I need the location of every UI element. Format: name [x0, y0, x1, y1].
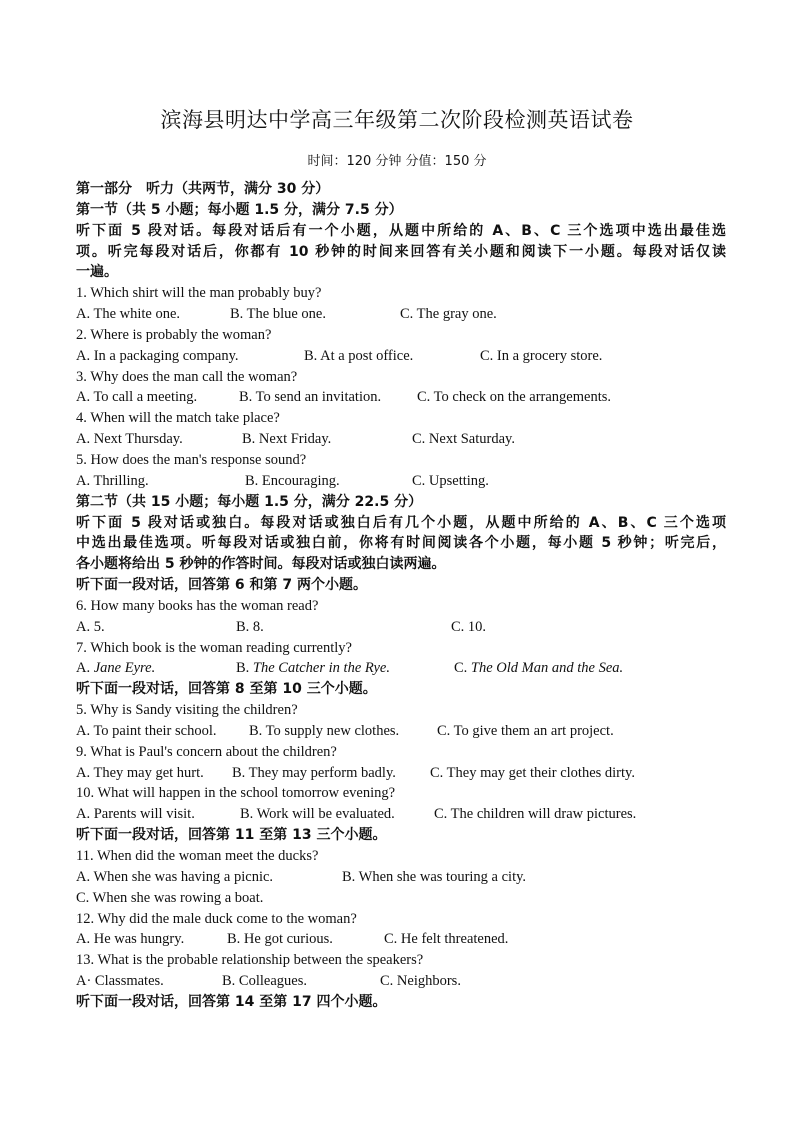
option-a: A. When she was having a picnic. [76, 868, 274, 885]
option-c: C. Upsetting. [412, 472, 489, 489]
group-heading: 听下面一段对话，回答第 11 至第 13 三个小题。 [76, 827, 387, 844]
option-b: B. Encouraging. [245, 472, 340, 489]
options-row [76, 763, 726, 784]
question-text: 4. When will the match take place? [76, 410, 280, 427]
options-row [76, 304, 726, 325]
option-a: A. To call a meeting. [76, 389, 198, 406]
exam-subtitle: 时间：120 分钟 分值：150 分 [307, 154, 487, 169]
exam-title: 滨海县明达中学高三年级第二次阶段检测英语试卷 [160, 108, 634, 132]
option-b: B. They may perform badly. [232, 764, 396, 781]
book-title: The Catcher in the Rye. [252, 660, 390, 677]
option-a: A· Classmates. [76, 973, 164, 990]
option-c: C. To give them an art project. [437, 722, 614, 739]
instruction-line: 中选出最佳选项。听每段对话或独白前，你将有时间阅读各个小题，每小题 5 秒钟；听完后， [76, 535, 726, 552]
instruction-line: 听下面 5 段对话。每段对话后有一个小题，从题中所给的 A、B、C 三个选项中选出最佳选 [76, 222, 726, 239]
option-c: C. The gray one. [400, 306, 497, 323]
options-row [76, 387, 726, 408]
option-b: B. To send an invitation. [239, 389, 382, 406]
exam-content [76, 179, 726, 1013]
question-text: 6. How many books has the woman read? [76, 597, 319, 614]
option-b: B. Work will be evaluated. [240, 806, 395, 823]
option-c: C. The Old Man and the Sea. [454, 660, 624, 677]
options-row [76, 804, 726, 825]
options-row [76, 971, 726, 992]
option-c: C. In a grocery store. [480, 347, 603, 364]
option-b: B. The Catcher in the Rye. [236, 660, 390, 677]
options-row [76, 429, 726, 450]
options-row [76, 658, 726, 679]
option-b: B. To supply new clothes. [249, 722, 400, 739]
question-text: 7. Which book is the woman reading currently? [76, 639, 352, 656]
question-text: 2. Where is probably the woman? [76, 326, 272, 343]
options-row [76, 721, 726, 742]
options-row [76, 471, 726, 492]
option-b: B. The blue one. [230, 306, 326, 323]
question-text: 9. What is Paul's concern about the children? [76, 743, 337, 760]
group-heading: 听下面一段对话，回答第 14 至第 17 四个小题。 [76, 993, 387, 1010]
question-text: 3. Why does the man call the woman? [76, 368, 298, 385]
option-c: C. He felt threatened. [384, 931, 509, 948]
option-a: A. Thrilling. [76, 472, 149, 489]
options-row [76, 867, 726, 888]
option-c: C. Neighbors. [380, 973, 461, 990]
question-text: 11. When did the woman meet the ducks? [76, 848, 319, 864]
options-row [76, 617, 726, 638]
group-heading: 听下面一段对话，回答第 6 和第 7 两个小题。 [76, 577, 367, 594]
part-heading: 第一部分 听力（共两节，满分 30 分） [76, 181, 330, 197]
instruction-line: 各小题将给出 5 秒钟的作答时间。每段对话或独白读两遍。 [76, 556, 446, 573]
option-a: A. 5. [76, 618, 105, 635]
question-text: 13. What is the probable relationship between the speakers? [76, 952, 424, 969]
instruction-line: 一遍。 [76, 264, 118, 281]
question-text: 5. How does the man's response sound? [76, 451, 307, 468]
option-a: A. They may get hurt. [76, 764, 204, 781]
option-c: C. When she was rowing a boat. [76, 889, 264, 906]
option-b: B. Colleagues. [222, 973, 307, 990]
group-heading: 听下面一段对话，回答第 8 至第 10 三个小题。 [76, 681, 377, 698]
option-b: B. At a post office. [304, 347, 414, 364]
options-row [76, 929, 726, 950]
option-b: B. 8. [236, 618, 264, 635]
option-a: A. Parents will visit. [76, 806, 195, 823]
options-row [76, 346, 726, 367]
option-c: C. To check on the arrangements. [417, 389, 612, 406]
option-a: A. The white one. [76, 306, 181, 323]
option-a: A. In a packaging company. [76, 347, 239, 364]
question-text: 5. Why is Sandy visiting the children? [76, 702, 298, 719]
instruction-line: 听下面 5 段对话或独白。每段对话或独白后有几个小题，从题中所给的 A、B、C 三个选项 [76, 514, 726, 531]
instruction-line: 项。听完每段对话后，你都有 10 秒钟的时间来回答有关小题和阅读下一小题。每段对话仅读 [76, 243, 726, 260]
option-c: C. Next Saturday. [412, 431, 515, 448]
question-text: 12. Why did the male duck come to the woman? [76, 910, 357, 927]
option-c: C. They may get their clothes dirty. [430, 764, 635, 781]
question-text: 1. Which shirt will the man probably buy? [76, 285, 322, 302]
option-b: B. Next Friday. [242, 431, 332, 448]
book-title: Jane Eyre. [93, 660, 156, 677]
question-text: 10. What will happen in the school tomorrow evening? [76, 785, 396, 802]
option-a: A. Jane Eyre. [76, 660, 156, 677]
option-a: A. Next Thursday. [76, 431, 183, 448]
option-a: A. To paint their school. [76, 722, 217, 739]
book-title: The Old Man and the Sea. [470, 660, 624, 677]
option-c: C. 10. [451, 618, 487, 635]
option-a: A. He was hungry. [76, 931, 185, 948]
option-c: C. The children will draw pictures. [434, 806, 637, 823]
section-heading: 第一节（共 5 小题；每小题 1.5 分，满分 7.5 分） [76, 201, 403, 218]
option-b: B. He got curious. [227, 931, 333, 948]
option-b: B. When she was touring a city. [342, 868, 527, 885]
section-heading: 第二节（共 15 小题；每小题 1.5 分，满分 22.5 分） [76, 493, 423, 510]
